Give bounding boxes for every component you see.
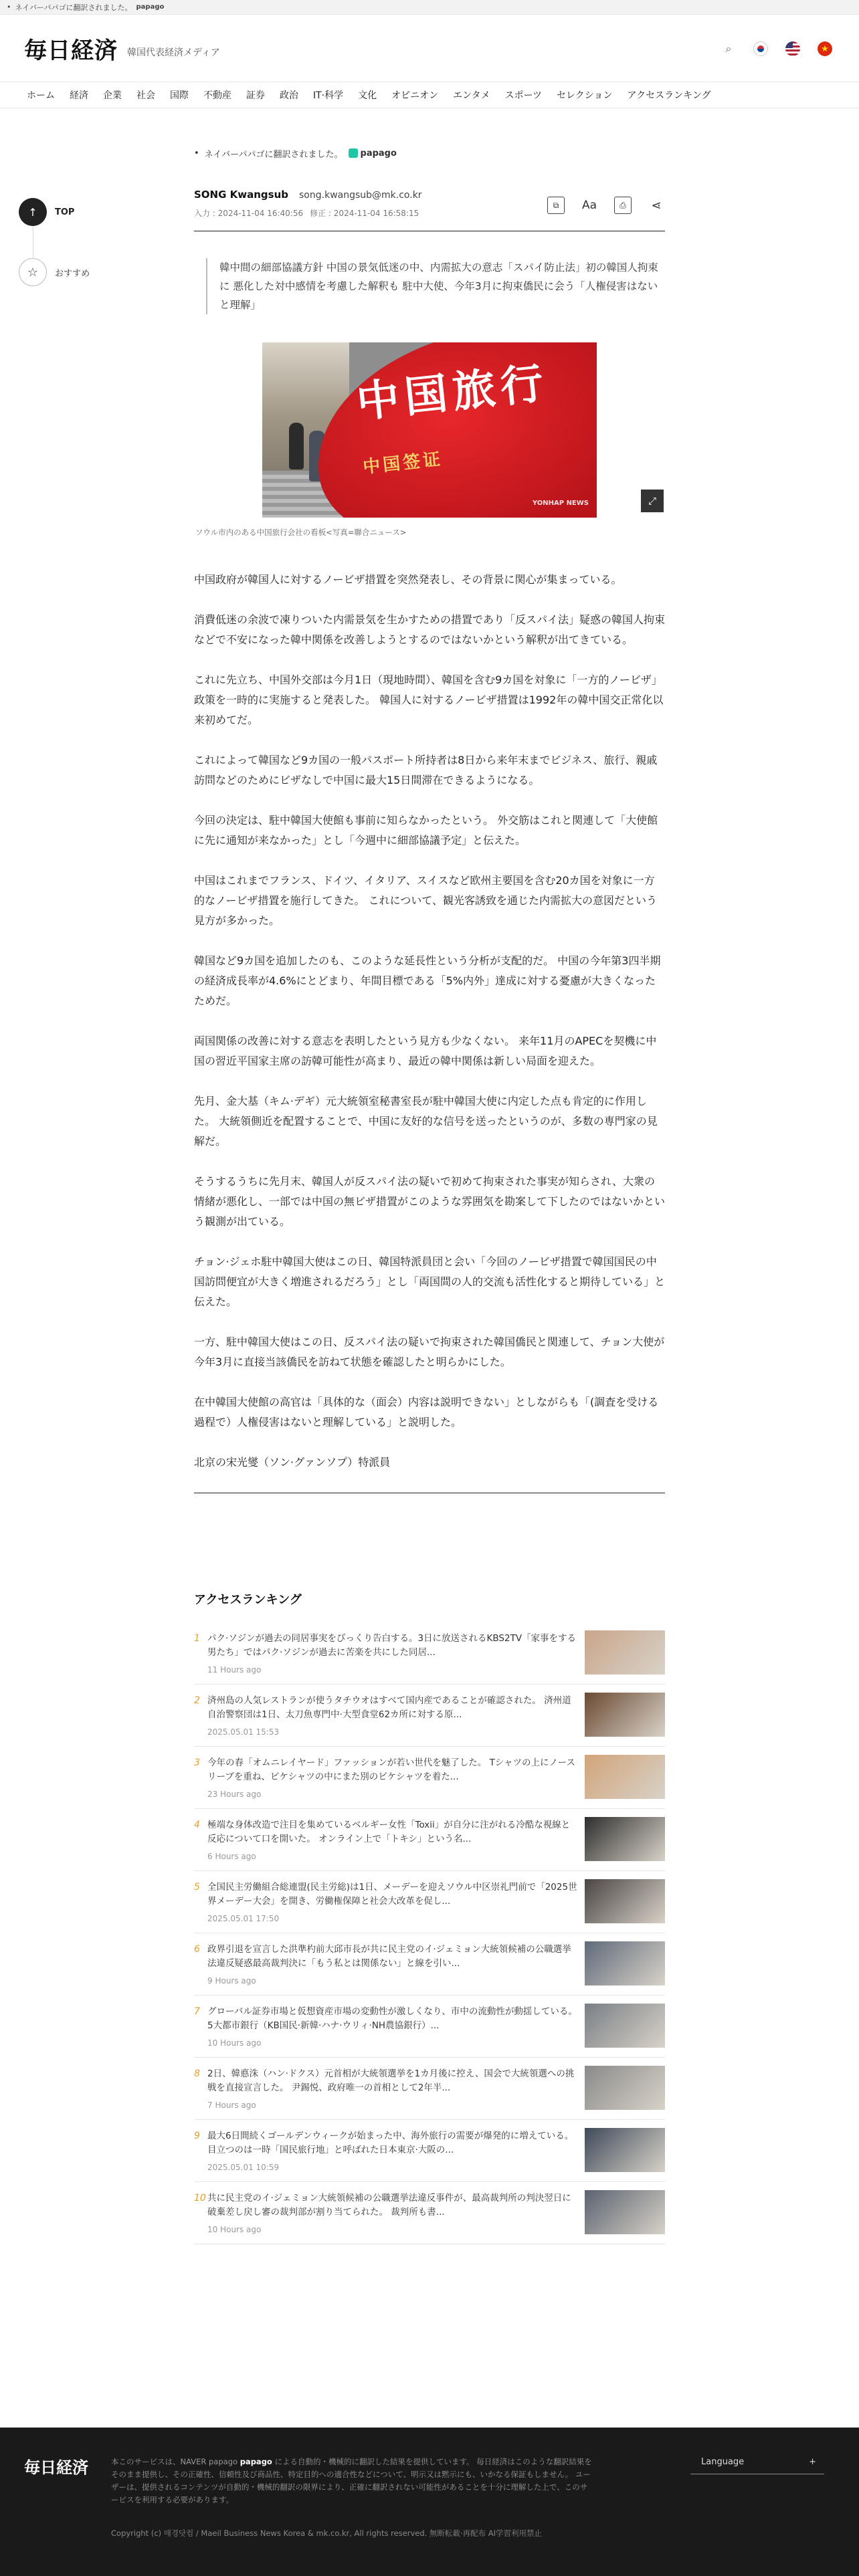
ranking-headline[interactable]: 最大6日間続くゴールデンウィークが始まった中、海外旅行の需要が爆発的に増えている。 目立つのは一時「国民旅行地」と呼ばれた日本東京·大阪の... [207, 2131, 574, 2155]
sign-subtext: 中国签证 [362, 449, 444, 478]
ranking-item[interactable] [194, 2120, 665, 2182]
ranking-list [194, 1622, 665, 2244]
ranking-thumbnail[interactable] [585, 1755, 665, 1799]
side-rail [19, 198, 99, 286]
ranking-item[interactable] [194, 1809, 665, 1871]
footer-papago: papago [240, 2457, 272, 2466]
ranking-item[interactable] [194, 2182, 665, 2244]
ranking-thumbnail[interactable] [585, 1817, 665, 1861]
site-tagline: 韓国代表経済メディア [127, 47, 220, 58]
footer-text: による自動的・機械的に翻訳した結果を提供しています。 毎日経済はこのような翻訳結果をそのまま提供し、その正確性、信頼性及び商品性、特定目的への適合性などについて、明示又は黙示にも、いかなる保証もしません。 ユーザーは、提供されるコンテンツが自動的・機械的翻訳の限界により、正確に翻訳されない可能性があることを十分に理解した上で、このサービスを利用する必要があります。 [111, 2457, 592, 2504]
ranking-number: 7 [194, 2006, 200, 2017]
flag-cn-icon[interactable]: ★ [818, 41, 832, 56]
sign-text: 中国旅行 [354, 358, 551, 428]
ranking-time: 2025.05.01 10:59 [207, 2163, 280, 2172]
nav-item[interactable]: IT·科学 [313, 90, 344, 101]
ranking-thumbnail[interactable] [585, 1693, 665, 1737]
papago-badge: papago [136, 3, 165, 11]
photo-caption: ソウル市内のある中国旅行会社の看板<写真=聯合ニュース> [195, 528, 407, 537]
ranking-body [207, 1756, 578, 1808]
top-label: TOP [55, 207, 75, 217]
article-paragraph: 今回の決定は、駐中韓国大使館も事前に知らなかったという。 外交筋はこれと関連して「大使館に先に通知が来なかった」とし「今週中に細部協議予定」と伝えた。 [194, 814, 658, 847]
pedestrian [289, 423, 304, 469]
article-paragraph: 一方、駐中韓国大使はこの日、反スパイ法の疑いで拘束された韓国僑民と関連して、チョン大使が今年3月に直接当該僑民を訪ねて状態を確認したと明らかにした。 [194, 1335, 665, 1368]
share-icon[interactable]: ⋖ [651, 198, 662, 213]
papago-icon [349, 148, 358, 158]
article-paragraph: 中国政府が韓国人に対するノービザ措置を突然発表し、その背景に関心が集まっている。 [194, 573, 622, 586]
ranking-body [207, 2191, 578, 2244]
site-footer [0, 2428, 859, 2576]
nav-item[interactable]: 経済 [70, 90, 88, 101]
ranking-item[interactable] [194, 1747, 665, 1809]
ranking-body [207, 1881, 578, 1933]
ranking-thumbnail[interactable] [585, 1630, 665, 1675]
copy-icon[interactable]: ⧉ [547, 197, 565, 214]
ranking-time: 10 Hours ago [207, 2038, 262, 2048]
ranking-headline[interactable]: 政界引退を宣言した洪準杓前大邱市長が共に民主党のイ·ジェミョン大統領候補の公職選挙法違反疑惑最高裁判決に「もう私とは関係ない」と線を引い... [207, 1944, 571, 1969]
ranking-number: 2 [194, 1695, 200, 1706]
nav-item[interactable]: 不動産 [203, 90, 231, 101]
article-paragraph: 消費低迷の余波で凍りついた内需景気を生かすための措置であり「反スパイ法」疑惑の韓国人拘束などで不安になった韓中関係を改善しようとするのではないかという解釈が出てきている。 [194, 613, 666, 646]
search-icon[interactable]: ⌕ [725, 42, 732, 55]
footer-disclaimer [111, 2456, 593, 2506]
ranking-time: 6 Hours ago [207, 1852, 256, 1861]
language-label: Language [701, 2457, 745, 2467]
nav-item[interactable]: 企業 [103, 90, 122, 101]
flag-kr-icon[interactable] [753, 41, 768, 56]
translation-notice-bar [0, 0, 859, 15]
article-photo [195, 342, 656, 538]
nav-item[interactable]: オピニオン [391, 90, 439, 101]
published-date: 入力 : 2024-11-04 16:40:56 [194, 209, 304, 218]
ranking-body [207, 1818, 578, 1870]
recommend-button[interactable] [19, 258, 99, 286]
nav-item[interactable]: エンタメ [453, 90, 490, 101]
star-icon[interactable]: ☆ [19, 258, 47, 286]
plus-icon: + [809, 2457, 816, 2467]
author-name[interactable]: SONG Kwangsub [194, 189, 289, 201]
bullet: • [7, 3, 11, 11]
footer-text-pre: 本このサービスは、NAVER papago [111, 2457, 238, 2466]
nav-item[interactable]: 政治 [280, 90, 298, 101]
article-paragraph: これによって韓国など9カ国の一般パスポート所持者は8日から来年末までビジネス、旅行、親戚訪問などのためにビザなしで中国に最大15日間滞在できるようになる。 [194, 754, 658, 786]
ranking-thumbnail[interactable] [585, 2004, 665, 2048]
article-paragraph: 北京の宋光燮（ソン·グァンソプ）特派員 [194, 1456, 391, 1469]
photo-image[interactable] [262, 342, 597, 518]
photo-watermark: YONHAP NEWS [532, 500, 589, 507]
ranking-headline[interactable]: パク·ソジンが過去の同居事実をびっくり告白する。3日に放送されるKBS2TV「家事をする男たち」ではパク·ソジンが過去に苦楽を共にした同居... [207, 1633, 577, 1658]
nav-item[interactable]: 証券 [246, 90, 265, 101]
site-logo[interactable]: 毎日経済 [24, 37, 118, 64]
ranking-time: 9 Hours ago [207, 1976, 256, 1985]
ranking-headline[interactable]: 2日、韓悳洙（ハン·ドクス）元首相が大統領選挙を1カ月後に控え、国会で大統領選への挑戦を直接宣言した。 尹錫悦、政府唯一の首相として2年半... [207, 2068, 575, 2093]
footer-copyright: Copyright (c) 매경닷컴 / Maeil Business News Korea & mk.co.kr, All rights reserved. 無断転載·再配布 AI学習利用禁止 [111, 2529, 543, 2538]
author-email[interactable]: song.kwangsub@mk.co.kr [299, 190, 422, 201]
ranking-time: 2025.05.01 17:50 [207, 1914, 280, 1923]
ranking-number: 9 [194, 2131, 200, 2141]
access-ranking [194, 1590, 665, 2244]
article-paragraph: そうするうちに先月末、韓国人が反スパイ法の疑いで初めて拘束された事実が知らされ、大衆の情緒が悪化し、一部では中国の無ビザ措置がこのような雰囲気を勘案して下したのではないかという観測が出ている。 [194, 1175, 666, 1228]
font-size-icon[interactable]: Aa [581, 199, 597, 212]
ranking-headline[interactable]: 共に民主党のイ·ジェミョン大統領候補の公職選挙法違反事件が、最高裁判所の判決翌日に破棄差し戻し審の裁判部が割り当てられた。 裁判所も書... [207, 2193, 571, 2218]
ranking-number: 4 [194, 1820, 200, 1830]
article-paragraph: 在中韓国大使館の高官は「具体的な（面会）内容は説明できない」としながらも「(調査を受ける過程で）人権侵害はないと理解している」と説明した。 [194, 1396, 659, 1428]
ranking-body [207, 1632, 578, 1684]
article-paragraph: 韓国など9カ国を追加したのも、このような延長性という分析が支配的だ。 中国の今年第3四半期の経済成長率が4.6%にとどまり、年間目標である「5%内外」達成に対する憂慮が大きくなったためだ。 [194, 954, 661, 1007]
ranking-time: 10 Hours ago [207, 2225, 262, 2234]
ranking-time: 2025.05.01 15:53 [207, 1727, 280, 1737]
recommend-label: おすすめ [55, 268, 90, 279]
ranking-thumbnail[interactable] [585, 2066, 665, 2110]
ranking-thumbnail[interactable] [585, 2190, 665, 2234]
article-summary: 韓中間の細部協議方針 中国の景気低迷の中、内需拡大の意志「スパイ防止法」初の韓国人拘束に 悪化した対中感情を考慮した解釈も 駐中大使、今年3月に拘束僑民に会う「人権侵害はないと理解」 [206, 258, 665, 314]
modified-date: 修正 : 2024-11-04 16:58:15 [310, 209, 419, 218]
ranking-body [207, 1943, 578, 1995]
papago-logo [349, 148, 397, 158]
article-body [194, 570, 665, 1473]
papago-note [194, 143, 665, 163]
ranking-time: 11 Hours ago [207, 1665, 262, 1675]
ranking-number: 6 [194, 1944, 200, 1955]
nav-item[interactable]: アクセスランキング [627, 90, 711, 101]
language-select[interactable] [690, 2457, 824, 2474]
ranking-item[interactable] [194, 1622, 665, 1685]
papago-note-text: ネイバーパパゴに翻訳されました。 [204, 149, 343, 160]
article-paragraph: 中国はこれまでフランス、ドイツ、イタリア、スイスなど欧州主要国を含む20カ国を対象に一方的なノービザ措置を施行してきた。 これについて、観光客誘致を通じた内需拡大の意図だという見方が多かった。 [194, 874, 657, 927]
top-button[interactable] [19, 198, 99, 226]
ranking-number: 5 [194, 1882, 200, 1893]
article [194, 143, 665, 1493]
ranking-body [207, 2067, 578, 2119]
ranking-item[interactable] [194, 1871, 665, 1933]
ranking-body [207, 1694, 578, 1746]
ranking-thumbnail[interactable] [585, 2128, 665, 2172]
footer-logo[interactable]: 毎日経済 [24, 2458, 88, 2477]
nav-item[interactable]: 国際 [170, 90, 189, 101]
nav-item[interactable]: 社会 [136, 90, 155, 101]
ranking-thumbnail[interactable] [585, 1879, 665, 1923]
article-paragraph: 先月、金大基（キム·デギ）元大統領室秘書室長が駐中韓国大使に内定した点も肯定的に作用した。 大統領側近を配置することで、中国に友好的な信号を送ったというのが、多数の専門家の見解だ。 [194, 1095, 658, 1148]
ranking-number: 1 [194, 1633, 200, 1644]
expand-icon[interactable]: ⤢ [641, 490, 664, 512]
ranking-number: 3 [194, 1757, 200, 1768]
article-paragraph: チョン·ジェホ駐中韓国大使はこの日、韓国特派員団と会い「今回のノービザ措置で韓国国民の中国訪問便宜が大きく増進されるだろう」とし「両国間の人的交流も活性化すると期待している」と伝えた。 [194, 1255, 666, 1308]
ranking-item[interactable] [194, 1996, 665, 2058]
ranking-headline[interactable]: 今年の春「オムニレイヤード」ファッションが若い世代を魅了した。 Tシャツの上にノースリーブを重ね、ビケシャツの中にまた別のビケシャツを着た... [207, 1757, 575, 1782]
ranking-item[interactable] [194, 2058, 665, 2120]
ranking-time: 7 Hours ago [207, 2101, 256, 2110]
ranking-headline[interactable]: 極端な身体改造で注目を集めているベルギー女性「Toxii」が自分に注がれる冷酷な視線と反応について口を開いた。 オンライン上で「トキシ」という名... [207, 1820, 571, 1844]
ranking-thumbnail[interactable] [585, 1941, 665, 1985]
bullet: • [194, 148, 199, 158]
nav-item[interactable]: スポーツ [504, 90, 543, 101]
nav-item[interactable]: ホーム [27, 90, 55, 101]
ranking-number: 10 [194, 2193, 206, 2204]
nav-item[interactable]: 文化 [358, 90, 377, 101]
main-nav [0, 82, 859, 108]
site-header [0, 15, 859, 82]
arrow-up-icon[interactable]: ↑ [19, 198, 47, 226]
article-paragraph: これに先立ち、中国外交部は今月1日（現地時間）、韓国を含む9カ国を対象に「一方的ノービザ」政策を一時的に実施すると発表した。 韓国人に対するノービザ措置は1992年の韓中国交正常化以来初めてだ。 [194, 673, 664, 726]
ranking-headline[interactable]: グローバル証券市場と仮想資産市場の変動性が激しくなり、市中の流動性が動揺している。 5大都市銀行（KB国民·新韓·ハナ·ウリィ·NH農協銀行）... [207, 2006, 577, 2031]
ranking-item[interactable] [194, 1933, 665, 1996]
flag-us-icon[interactable] [785, 41, 800, 56]
ranking-number: 8 [194, 2068, 200, 2079]
translation-notice-text: ネイバーパパゴに翻訳されました。 [15, 3, 132, 12]
ranking-title: アクセスランキング [194, 1593, 302, 1607]
ranking-time: 23 Hours ago [207, 1790, 262, 1799]
ranking-body [207, 2005, 578, 2057]
papago-brand: papago [360, 148, 397, 158]
ranking-headline[interactable]: 済州島の人気レストランが使うタチウオはすべて国内産であることが確認された。 済州道自治警察団は1日、太刀魚専門中·大型食堂62カ所に対する原... [207, 1695, 571, 1720]
ranking-body [207, 2129, 578, 2181]
article-paragraph: 両国関係の改善に対する意志を表明したという見方も少なくない。 来年11月のAPECを契機に中国の習近平国家主席の訪韓可能性が高まり、最近の韓中関係は新しい局面を迎えた。 [194, 1035, 657, 1067]
ranking-item[interactable] [194, 1685, 665, 1747]
ranking-headline[interactable]: 全国民主労働組合総連盟(民主労総)は1日、メーデーを迎えソウル中区崇礼門前で「2025世界メーデー大会」を開き、労働権保障と社会大改革を促し... [207, 1882, 577, 1907]
print-icon[interactable]: ⎙ [614, 197, 632, 214]
nav-item[interactable]: セレクション [557, 90, 613, 101]
header-icons [721, 41, 832, 56]
article-tools [547, 197, 665, 214]
